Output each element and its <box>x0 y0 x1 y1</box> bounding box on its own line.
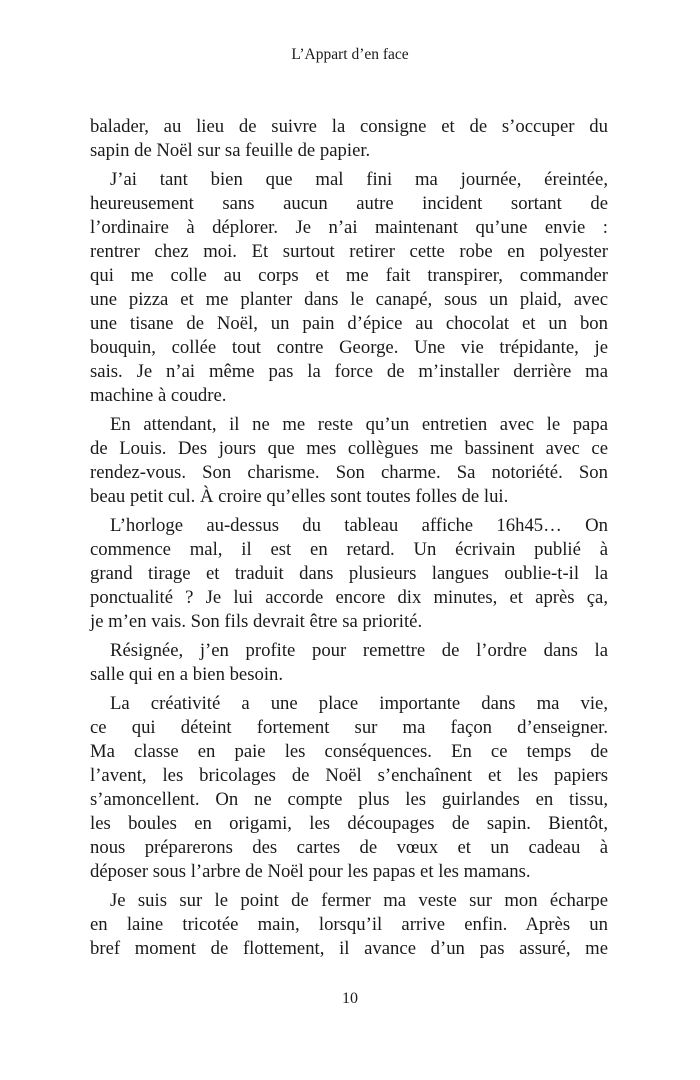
text-line: salle qui en a bien besoin. <box>90 664 284 685</box>
text-line: en laine tricotée main, lorsqu’il arrive enfin. Après un <box>90 914 608 935</box>
text-line: commence mal, il est en retard. Un écrivain publié à <box>90 539 608 560</box>
text-line: Je suis sur le point de fermer ma veste sur mon écharpe <box>110 890 608 911</box>
text-line: l’avent, les bricolages de Noël s’enchaînent et les papiers <box>90 765 608 786</box>
paragraph <box>90 115 608 163</box>
text-line: s’amoncellent. On ne compte plus les guirlandes en tissu, <box>90 789 608 810</box>
page-body <box>90 115 608 966</box>
text-line: ce qui déteint fortement sur ma façon d’enseigner. <box>90 717 608 738</box>
page-number: 10 <box>342 990 358 1007</box>
paragraph <box>90 639 608 687</box>
text-line: de Louis. Des jours que mes collègues me bassinent avec ce <box>90 438 608 459</box>
text-line: grand tirage et traduit dans plusieurs langues oublie-t-il la <box>90 563 608 584</box>
text-line: les boules en origami, les découpages de sapin. Bientôt, <box>90 813 608 834</box>
text-line: Ma classe en paie les conséquences. En ce temps de <box>90 741 608 762</box>
paragraph <box>90 514 608 634</box>
paragraph <box>90 168 608 408</box>
text-line: sapin de Noël sur sa feuille de papier. <box>90 140 371 161</box>
paragraph <box>90 413 608 509</box>
text-line: une pizza et me planter dans le canapé, sous un plaid, avec <box>90 289 608 310</box>
text-line: rendez-vous. Son charisme. Son charme. Sa notoriété. Son <box>90 462 608 483</box>
text-line: En attendant, il ne me reste qu’un entretien avec le papa <box>110 414 608 435</box>
text-line: je m’en vais. Son fils devrait être sa priorité. <box>90 611 423 632</box>
text-line: L’horloge au-dessus du tableau affiche 16h45… On <box>110 515 608 536</box>
text-line: La créativité a une place importante dans ma vie, <box>110 693 608 714</box>
text-line: l’ordinaire à déplorer. Je n’ai maintenant qu’une envie : <box>90 217 608 238</box>
text-line: qui me colle au corps et me fait transpirer, commander <box>90 265 608 286</box>
text-line: une tisane de Noël, un pain d’épice au chocolat et un bon <box>90 313 608 334</box>
text-line: heureusement sans aucun autre incident sortant de <box>90 193 608 214</box>
text-line: machine à coudre. <box>90 385 227 406</box>
text-line: bref moment de flottement, il avance d’un pas assuré, me <box>90 938 608 959</box>
text-line: déposer sous l’arbre de Noël pour les papas et les mamans. <box>90 861 531 882</box>
paragraph <box>90 692 608 884</box>
running-header: L’Appart d’en face <box>291 46 409 63</box>
text-line: nous préparerons des cartes de vœux et un cadeau à <box>90 837 608 858</box>
paragraph <box>90 889 608 961</box>
text-line: rentrer chez moi. Et surtout retirer cette robe en polyester <box>90 241 608 262</box>
text-line: bouquin, collée tout contre George. Une vie trépidante, je <box>90 337 608 358</box>
text-line: balader, au lieu de suivre la consigne et de s’occuper du <box>90 116 608 137</box>
text-line: Résignée, j’en profite pour remettre de l’ordre dans la <box>110 640 608 661</box>
text-line: sais. Je n’ai même pas la force de m’installer derrière ma <box>90 361 608 382</box>
text-line: J’ai tant bien que mal fini ma journée, éreintée, <box>110 169 608 190</box>
text-line: beau petit cul. À croire qu’elles sont toutes folles de lui. <box>90 486 509 507</box>
text-line: ponctualité ? Je lui accorde encore dix minutes, et après ça, <box>90 587 608 608</box>
